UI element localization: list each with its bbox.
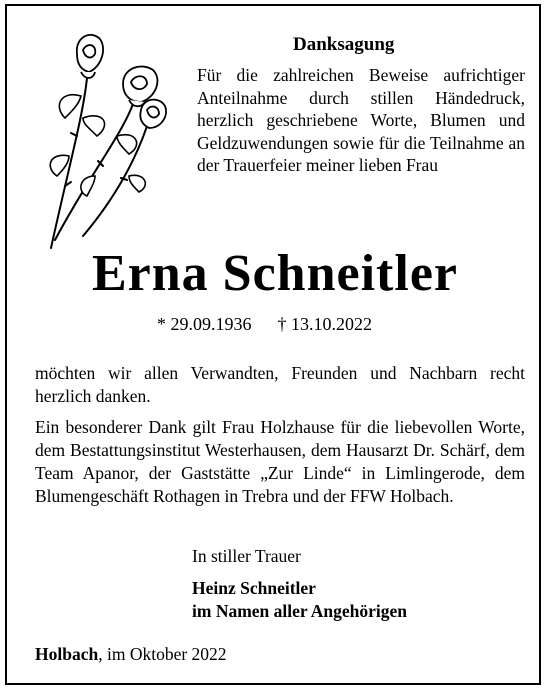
signer-name: Heinz Schneitler (192, 578, 316, 598)
special-thanks-text: Ein besonderer Dank gilt Frau Holzhause für die liebevollen Worte, dem Bestattungsinstitut Westerhausen, dem Hausarzt Dr. Schärf, dem Team Apanor, der Gaststätte „Zur Linde“ in Limlingerode, dem Blumengeschäft Rothagen in Trebra und der FFW Holbach. (35, 417, 525, 506)
mourning-line: In stiller Trauer (192, 546, 301, 566)
notice-heading: Danksagung (293, 34, 395, 55)
intro-text: Für die zahlreichen Beweise aufrichtiger Anteilnahme durch stillen Händedruck, herzlich geschriebene Worte, Blumen und Geldzuwendungen sowie für die Teilnahme an der Trauerfeier meiner lieben Frau (197, 65, 525, 175)
death-date: † 13.10.2022 (277, 314, 372, 334)
place-name: Holbach (35, 644, 99, 664)
birth-date: * 29.09.1936 (157, 314, 252, 334)
thanks-text: möchten wir allen Verwandten, Freunden und Nachbarn recht herzlich danken. (35, 363, 525, 406)
signer-note: im Namen aller Angehörigen (192, 601, 408, 621)
place-date-line (35, 644, 227, 665)
life-dates (157, 314, 372, 335)
roses-icon (25, 26, 175, 251)
notice-date: , im Oktober 2022 (98, 644, 227, 664)
obituary-card (5, 4, 541, 685)
deceased-name: Erna Schneitler (92, 245, 458, 302)
